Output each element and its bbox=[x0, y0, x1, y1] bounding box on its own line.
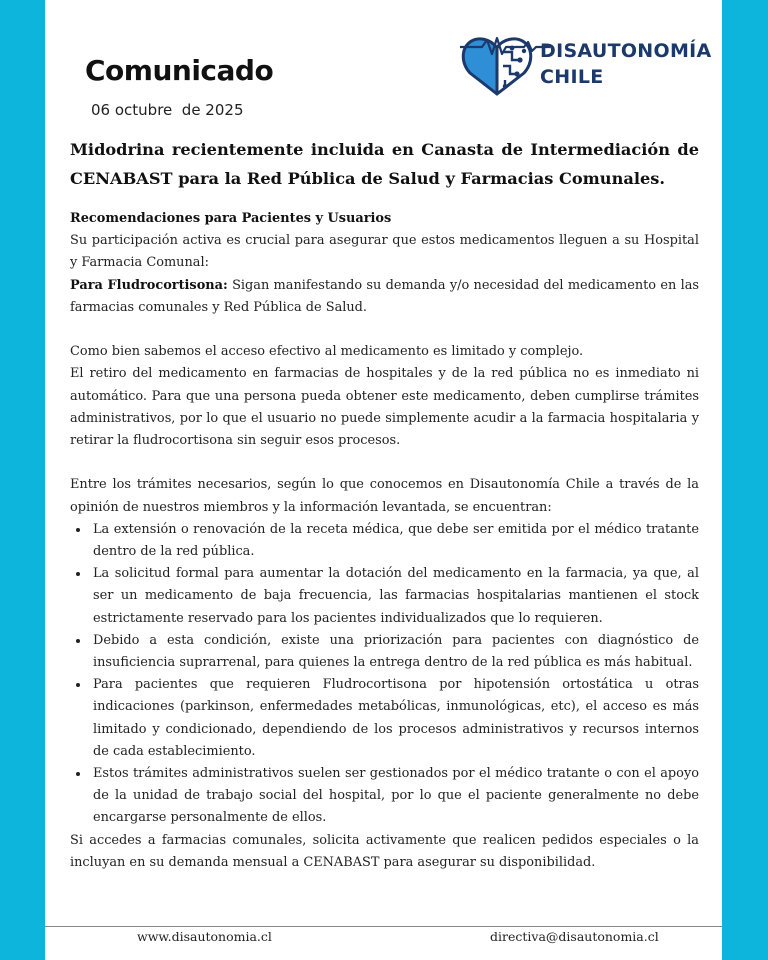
closing-paragraph: Si accedes a farmacias comunales, solicita activamente que realicen pedidos especiales o la incluyan en su demanda mensual a CENABAST para asegurar su disponibilidad. bbox=[70, 832, 699, 870]
section-title: Recomendaciones para Pacientes y Usuarios bbox=[70, 211, 392, 226]
list-item: • Debido a esta condición, existe una priorización para pacientes con diagnóstico de insuficiencia suprarrenal, para quienes la entrega dentro de la red pública es más habitual. bbox=[90, 630, 699, 674]
list-item: • Para pacientes que requieren Fludrocortisona por hipotensión ortostática u otras indicaciones (parkinson, enfermedades metabólicas, inmunológicas, etc), el acceso es más limitado y condicionado, dependiendo de los procesos administrativos y recursos internos de cada establecimiento. bbox=[90, 674, 699, 763]
intro-paragraph: Su participación activa es crucial para asegurar que estos medicamentos lleguen a su Hospital y Farmacia Comunal: bbox=[70, 233, 699, 271]
procedures-list bbox=[70, 519, 699, 830]
procedures-intro: Entre los trámites necesarios, según lo que conocemos en Disautonomía Chile a través de la opinión de nuestros miembros y la información levantada, se encuentran: bbox=[70, 477, 699, 515]
list-item: • La solicitud formal para aumentar la dotación del medicamento en la farmacia, ya que, al ser un medicamento de baja frecuencia, las farmacias hospitalarias mantienen el stock estrictamente reservado para los pacientes individualizados que lo requieren. bbox=[90, 563, 699, 630]
list-item: • La extensión o renovación de la receta médica, que debe ser emitida por el médico tratante dentro de la red pública. bbox=[90, 519, 699, 563]
logo-text-top: DISAUTONOMÍA bbox=[540, 40, 712, 62]
fludro-label: Para Fludrocortisona: bbox=[70, 277, 228, 293]
page-title: Comunicado bbox=[85, 54, 274, 87]
access-paragraph: El retiro del medicamento en farmacias de hospitales y de la red pública no es inmediato ni automático. Para que una persona pueda obtener este medicamento, deben cumplirse trámites administrativos, por lo que el usuario no puede simplemente acudir a la farmacia hospitalaria y retirar la fludrocortisona sin seguir esos procesos. bbox=[70, 366, 699, 449]
headline: Midodrina recientemente incluida en Canasta de Intermediación de CENABAST para la Red Pública de Salud y Farmacias Comunales. bbox=[70, 140, 699, 188]
footer-website-link[interactable]: www.disautonomia.cl bbox=[137, 929, 272, 944]
fludro-text: Sigan manifestando su demanda y/o necesidad del medicamento en las farmacias comunales y Red Pública de Salud. bbox=[70, 277, 699, 315]
heartbeat-icon bbox=[460, 36, 550, 58]
logo bbox=[460, 36, 712, 98]
document-body bbox=[70, 208, 699, 874]
document-date: 06 octubre de 2025 bbox=[91, 101, 244, 119]
logo-text-bottom: CHILE bbox=[540, 66, 604, 88]
document-page bbox=[45, 0, 722, 960]
footer-divider bbox=[45, 926, 722, 927]
footer-email-link[interactable]: directiva@disautonomia.cl bbox=[490, 929, 659, 944]
list-item: • Estos trámites administrativos suelen ser gestionados por el médico tratante o con el apoyo de la unidad de trabajo social del hospital, por lo que el paciente generalmente no debe encargarse personalmente de ellos. bbox=[90, 763, 699, 830]
access-line: Como bien sabemos el acceso efectivo al medicamento es limitado y complejo. bbox=[70, 344, 584, 360]
fludro-paragraph bbox=[70, 275, 699, 319]
